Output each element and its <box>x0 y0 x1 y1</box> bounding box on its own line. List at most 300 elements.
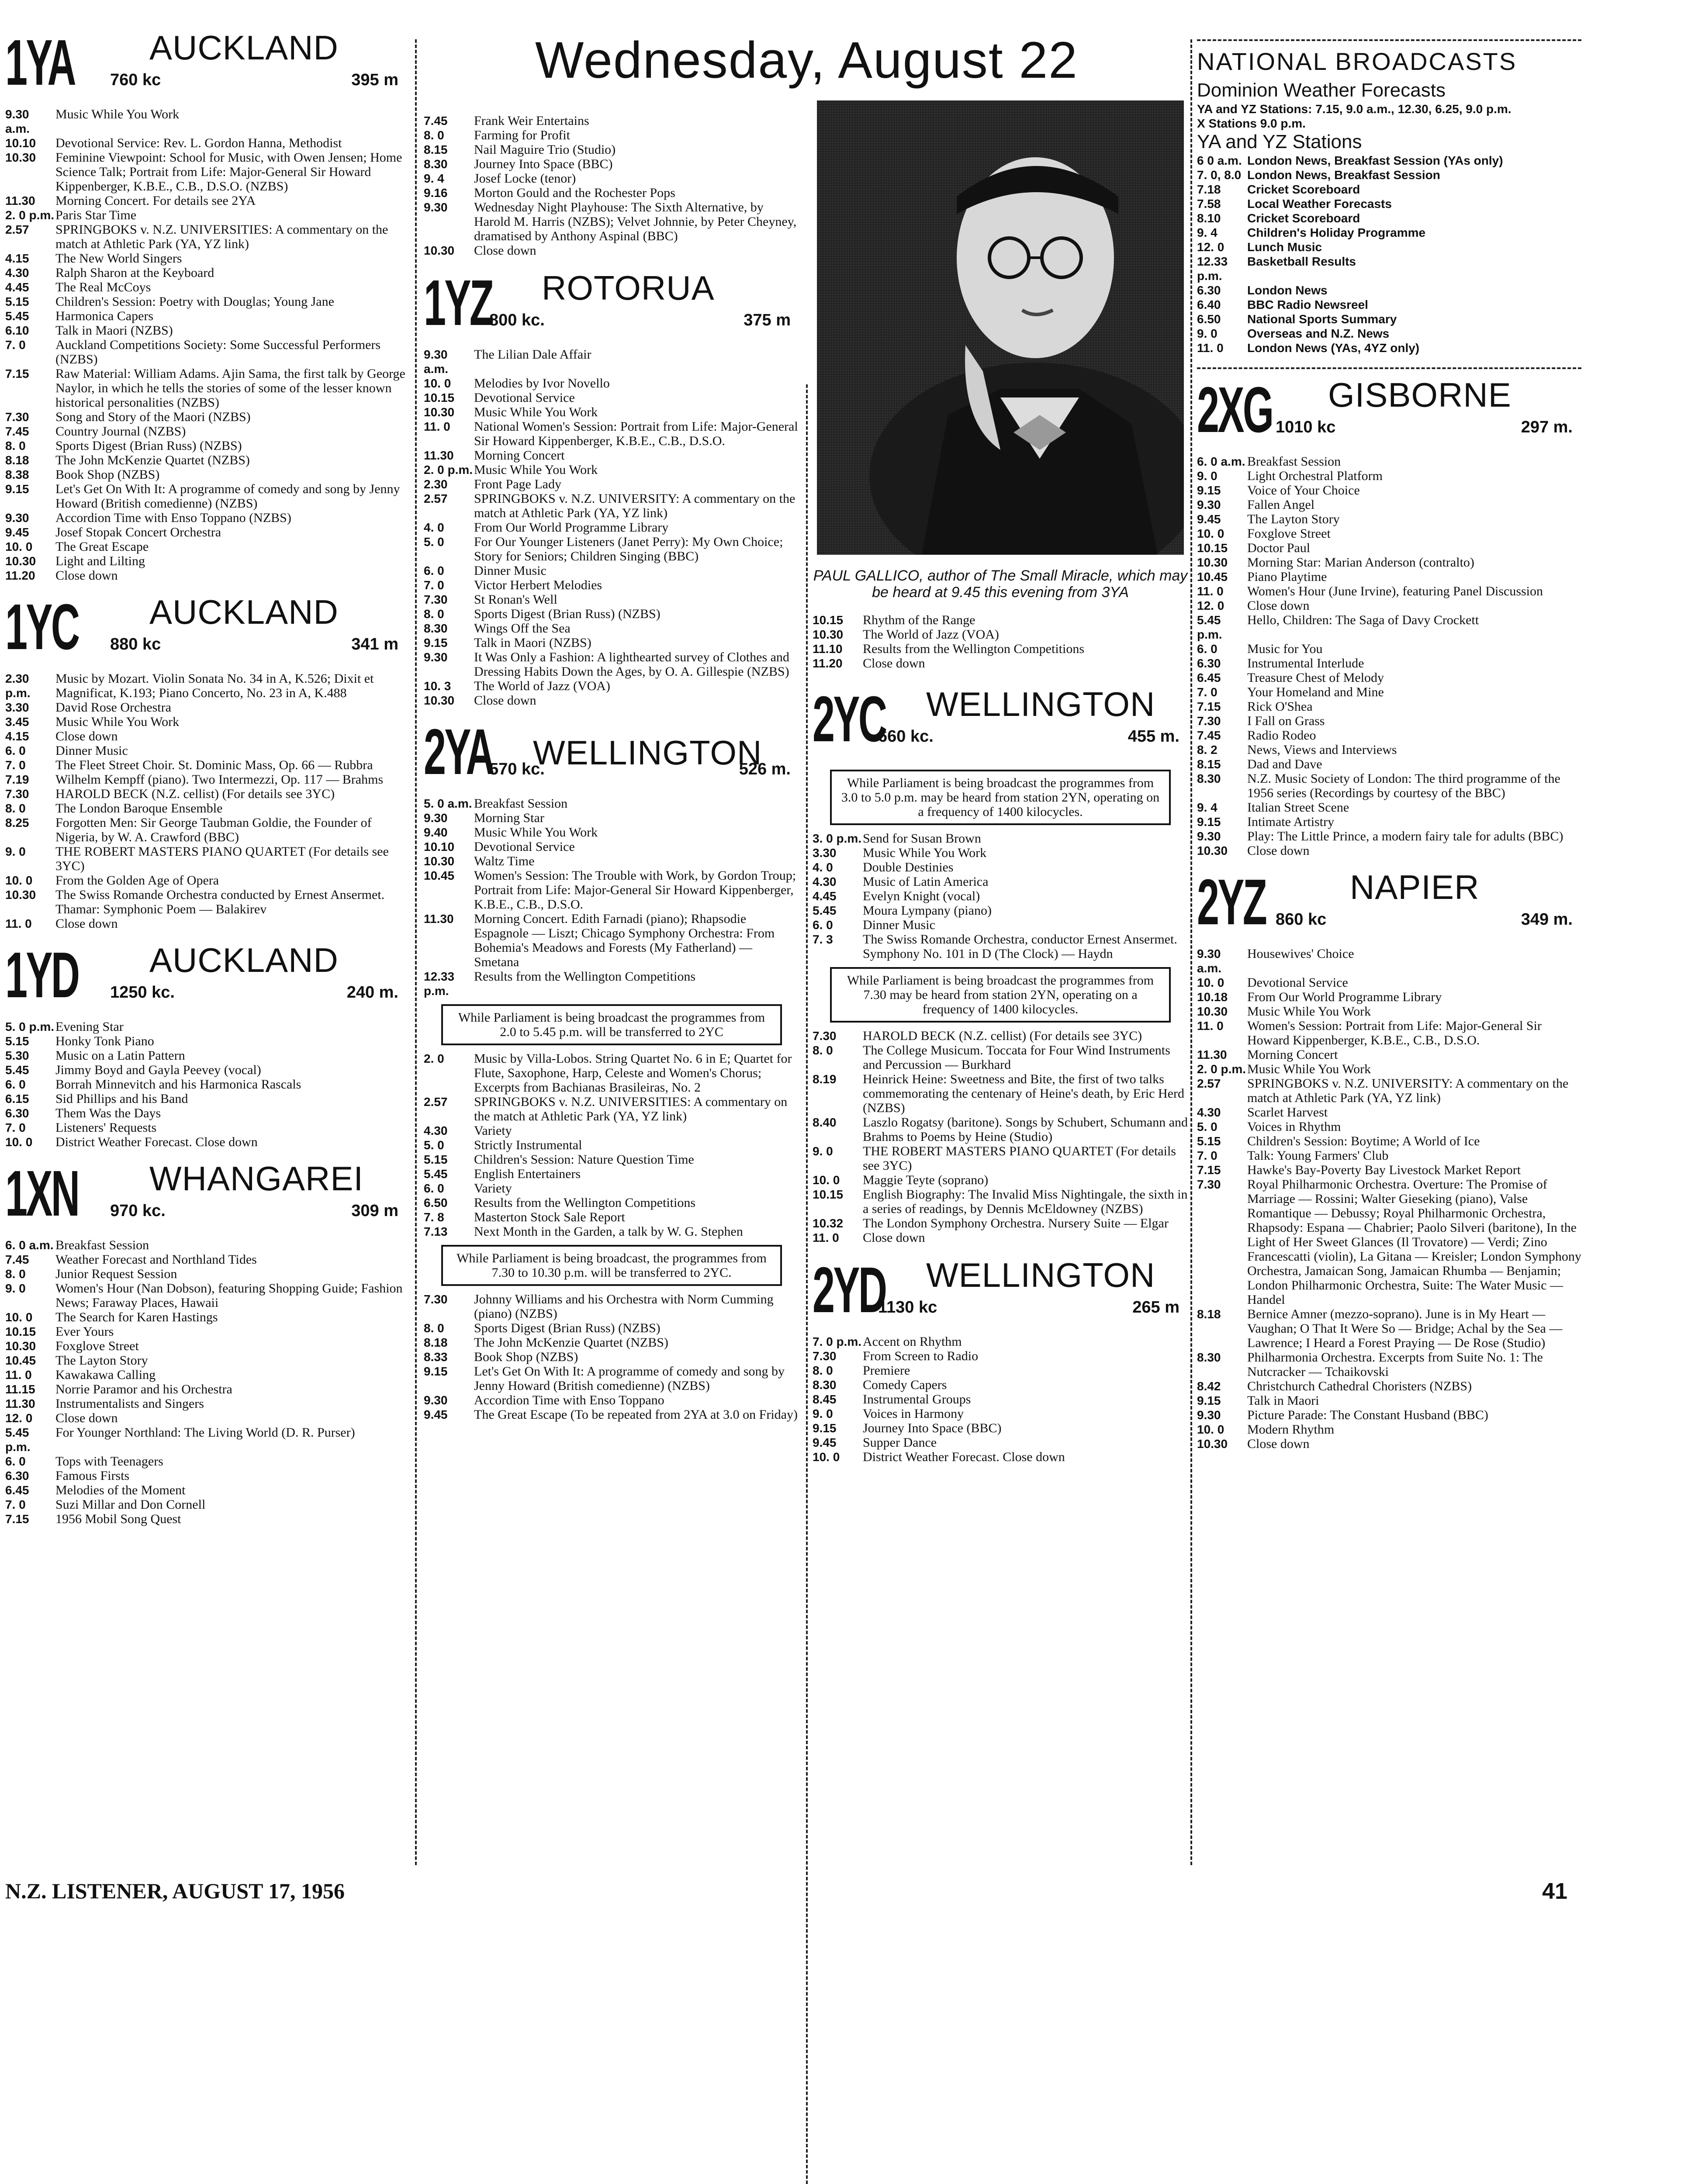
programme-time: 6. 0 <box>813 918 833 932</box>
programme-row <box>5 222 407 251</box>
programme-time: 9. 4 <box>1197 801 1218 814</box>
programme-row <box>424 114 799 128</box>
programme-row <box>5 208 407 222</box>
programme-list <box>424 796 799 998</box>
programme-time: 4.45 <box>813 889 837 903</box>
programme-title: Instrumental Groups <box>863 1392 971 1406</box>
programme-time: 7.15 <box>1197 1163 1221 1177</box>
programme-title: Josef Locke (tenor) <box>474 171 576 186</box>
programme-title: Accent on Rhythm <box>863 1334 962 1349</box>
programme-title: Modern Rhythm <box>1247 1422 1335 1437</box>
programme-row <box>813 1072 1188 1115</box>
programme-time: 9.30 <box>1197 498 1221 511</box>
programme-row <box>5 511 407 525</box>
programme-row <box>1197 541 1581 555</box>
programme-title: London News, Breakfast Session (YAs only) <box>1247 154 1503 167</box>
national-title: NATIONAL BROADCASTS <box>1197 39 1581 79</box>
programme-row <box>424 650 799 679</box>
programme-title: The Layton Story <box>55 1353 148 1368</box>
programme-row <box>5 1454 407 1469</box>
programme-title: Instrumental Interlude <box>1247 656 1364 670</box>
programme-title: The London Symphony Orchestra. Nursery Suite — Elgar <box>863 1216 1169 1230</box>
programme-time: 5.45 <box>5 1063 29 1077</box>
programme-time: 9.40 <box>424 826 448 839</box>
programme-title: Women's Hour (Nan Dobson), featuring Shopping Guide; Fashion News; Faraway Places, Hawaii <box>55 1281 403 1310</box>
station-code: 2YD <box>813 1254 886 1326</box>
programme-time: 8.30 <box>424 622 448 635</box>
programme-row <box>424 1167 799 1181</box>
programme-time: 9.15 <box>1197 484 1221 497</box>
programme-title: Comedy Capers <box>863 1378 947 1392</box>
programme-time: 2.57 <box>424 492 448 505</box>
programme-time: 5.45 <box>424 1167 448 1181</box>
station-code: 2XG <box>1197 374 1273 446</box>
programme-row <box>1197 570 1581 584</box>
programme-title: It Was Only a Fashion: A lighthearted survey of Clothes and Dressing Habits Down the Ages, by O. A. Gillespie (NZBS) <box>474 650 789 679</box>
programme-time: 10.30 <box>424 694 455 707</box>
programme-time: 5. 0 <box>424 535 444 549</box>
programme-time: 12.33 p.m. <box>424 970 455 998</box>
programme-time: 9.30 a.m. <box>424 348 449 376</box>
programme-time: 8.38 <box>5 468 29 481</box>
programme-title: Junior Request Session <box>55 1267 177 1281</box>
programme-row <box>1197 1379 1581 1393</box>
programme-time: 10.30 <box>1197 1005 1228 1018</box>
programme-row <box>1197 225 1581 240</box>
column-divider <box>415 39 417 1865</box>
programme-time: 9. 4 <box>1197 226 1218 239</box>
programme-row <box>5 1411 407 1425</box>
programme-time: 9.45 <box>424 1408 448 1421</box>
programme-time: 8. 0 <box>813 1364 833 1377</box>
programme-time: 7.30 <box>813 1349 837 1363</box>
programme-row <box>1197 153 1581 168</box>
programme-row <box>1197 1019 1581 1047</box>
programme-row <box>1197 454 1581 469</box>
programme-row <box>1197 990 1581 1004</box>
programme-row <box>813 1334 1188 1349</box>
programme-title: BBC Radio Newsreel <box>1247 298 1368 311</box>
programme-row <box>5 467 407 482</box>
programme-title: District Weather Forecast. Close down <box>55 1135 258 1149</box>
programme-time: 5.45 <box>5 309 29 323</box>
programme-title: London News <box>1247 283 1328 297</box>
programme-time: 2.57 <box>5 223 29 236</box>
programme-title: The World of Jazz (VOA) <box>474 679 610 693</box>
programme-time: 10.15 <box>1197 541 1228 555</box>
station-frequency: 660 kc. <box>878 727 934 746</box>
programme-title: Music While You Work <box>1247 1004 1371 1019</box>
programme-row <box>424 200 799 243</box>
programme-row <box>424 405 799 419</box>
programme-row <box>1197 947 1581 975</box>
programme-row <box>424 1335 799 1350</box>
station-header <box>813 683 1188 764</box>
programme-time: 7.13 <box>424 1225 448 1238</box>
programme-row <box>424 1138 799 1152</box>
programme-row <box>424 157 799 171</box>
programme-row <box>1197 1076 1581 1105</box>
programme-time: 5.15 <box>1197 1134 1221 1148</box>
programme-time: 11. 0 <box>1197 1019 1224 1033</box>
programme-title: Book Shop (NZBS) <box>55 467 160 482</box>
station-frequency: 1250 kc. <box>110 983 175 1002</box>
programme-title: Breakfast Session <box>1247 454 1341 469</box>
programme-row <box>5 1238 407 1252</box>
programme-row <box>5 729 407 743</box>
programme-row <box>5 338 407 366</box>
programme-title: N.Z. Music Society of London: The third programme of the 1956 series (Recordings by courtesy of the BBC) <box>1247 771 1560 800</box>
programme-time: 9.45 <box>813 1436 837 1449</box>
station-wavelength: 526 m. <box>739 760 791 778</box>
programme-title: Journey Into Space (BBC) <box>863 1421 1002 1435</box>
programme-row <box>1197 670 1581 685</box>
programme-title: Talk in Maori (NZBS) <box>474 636 591 650</box>
station-code: 1YD <box>5 939 79 1011</box>
programme-title: Kawakawa Calling <box>55 1368 156 1382</box>
programme-title: Sid Phillips and his Band <box>55 1092 188 1106</box>
programme-title: Tops with Teenagers <box>55 1454 163 1469</box>
station-1yc <box>5 591 407 931</box>
programme-row <box>1197 254 1581 283</box>
programme-title: Listeners' Requests <box>55 1120 157 1135</box>
programme-row <box>424 376 799 390</box>
programme-row <box>424 868 799 912</box>
station-city: ROTORUA <box>542 269 715 307</box>
programme-list <box>424 347 799 708</box>
programme-time: 11.30 <box>5 194 35 207</box>
programme-time: 5.15 <box>424 1153 448 1166</box>
programme-row <box>5 482 407 511</box>
parliament-notice: While Parliament is being broadcast the programmes from 2.0 to 5.45 p.m. will be transferred to 2YC <box>441 1004 782 1045</box>
programme-title: Dinner Music <box>55 743 128 758</box>
programme-title: Send for Susan Brown <box>863 831 981 846</box>
programme-title: The World of Jazz (VOA) <box>863 627 999 642</box>
programme-time: 4. 0 <box>813 860 833 874</box>
programme-title: Morning Star <box>474 811 544 825</box>
programme-time: 9. 0 <box>1197 469 1218 483</box>
page-title: Wednesday, August 22 <box>535 31 1078 89</box>
programme-time: 9.15 <box>5 482 29 496</box>
programme-time: 9. 0 <box>813 1144 833 1158</box>
programme-row <box>5 844 407 873</box>
programme-title: Raw Material: William Adams. Ajin Sama, the first talk by George Naylor, in which he tells the stories of some of the lesser known historical personalities (NZBS) <box>55 366 405 410</box>
programme-title: Journey Into Space (BBC) <box>474 157 613 171</box>
station-2xg <box>1197 367 1581 858</box>
station-code: 1YZ <box>424 267 493 339</box>
programme-title: Light and Lilting <box>55 554 145 568</box>
programme-time: 6. 0 <box>5 744 26 757</box>
programme-time: 2. 0 p.m. <box>424 463 473 477</box>
parliament-notice: While Parliament is being broadcast, the programmes from 7.30 to 10.30 p.m. will be transferred to 2YC. <box>441 1245 782 1286</box>
programme-row <box>5 424 407 439</box>
programme-row <box>5 1019 407 1034</box>
programme-title: The New World Singers <box>55 251 182 266</box>
station-header <box>424 715 799 796</box>
programme-row <box>424 535 799 563</box>
programme-title: Victor Herbert Melodies <box>474 578 602 592</box>
programme-time: 6.50 <box>1197 312 1221 326</box>
programme-row <box>424 825 799 840</box>
programme-time: 2.57 <box>424 1095 448 1109</box>
station-wavelength: 395 m <box>351 71 398 89</box>
programme-time: 8.30 <box>1197 1351 1221 1364</box>
programme-time: 8.10 <box>1197 211 1221 225</box>
programme-time: 8.33 <box>424 1350 448 1364</box>
programme-title: Breakfast Session <box>474 796 568 811</box>
station-code: 1YA <box>5 27 75 99</box>
station-code: 1XN <box>5 1158 79 1230</box>
programme-title: Music While You Work <box>55 715 180 729</box>
programme-row <box>1197 1307 1581 1350</box>
programme-title: Devotional Service <box>1247 975 1348 990</box>
programme-title: Wilhelm Kempff (piano). Two Intermezzi, Op. 117 — Brahms <box>55 772 384 787</box>
programme-title: Frank Weir Entertains <box>474 114 589 128</box>
programme-row <box>424 463 799 477</box>
station-city: WELLINGTON <box>926 685 1155 723</box>
programme-title: Morton Gould and the Rochester Pops <box>474 186 675 200</box>
programme-time: 9.15 <box>813 1421 837 1435</box>
programme-time: 7. 3 <box>813 933 833 946</box>
station-2yz <box>1197 866 1581 1451</box>
programme-title: Close down <box>55 916 118 931</box>
programme-time: 6. 0 a.m. <box>1197 455 1245 468</box>
programme-title: I Fall on Grass <box>1247 714 1325 728</box>
programme-title: Feminine Viewpoint: School for Music, with Owen Jensen; Home Science Talk; Portrait from Life: Major-General Sir Howard Kippenberger, K.B.E., C.B., D.S.O. (NZBS) <box>55 150 402 194</box>
programme-row <box>5 1396 407 1411</box>
programme-title: Basketball Results <box>1247 255 1356 268</box>
programme-row <box>1197 843 1581 858</box>
programme-time: 8.45 <box>813 1393 837 1406</box>
programme-time: 6.30 <box>1197 283 1221 297</box>
programme-time: 10.18 <box>1197 990 1228 1004</box>
programme-time: 2. 0 p.m. <box>5 208 55 222</box>
programme-title: Talk: Young Farmers' Club <box>1247 1148 1389 1163</box>
programme-row <box>5 1469 407 1483</box>
programme-time: 8.18 <box>1197 1307 1221 1321</box>
programme-time: 6.30 <box>5 1469 29 1482</box>
programme-title: Them Was the Days <box>55 1106 161 1120</box>
programme-row <box>424 621 799 636</box>
programme-time: 11.30 <box>1197 1048 1227 1061</box>
programme-time: 8. 0 <box>5 439 26 453</box>
programme-row <box>1197 240 1581 254</box>
programme-time: 7.30 <box>424 1292 448 1306</box>
programme-title: Music for You <box>1247 642 1323 656</box>
programme-row <box>5 715 407 729</box>
programme-row <box>424 592 799 607</box>
programme-title: National Women's Session: Portrait from Life: Major-General Sir Howard Kippenberger, K.B.E., C.B., D.S.O. <box>474 419 798 448</box>
programme-time: 5.45 <box>813 904 837 917</box>
programme-title: Children's Holiday Programme <box>1247 226 1426 239</box>
programme-title: Sports Digest (Brian Russ) (NZBS) <box>55 439 242 453</box>
programme-row <box>5 1382 407 1396</box>
programme-time: 8. 0 <box>424 1321 444 1335</box>
programme-time: 9.30 <box>424 200 448 214</box>
programme-time: 2.30 <box>424 477 448 491</box>
station-frequency: 760 kc <box>110 71 161 89</box>
programme-list <box>1197 454 1581 858</box>
programme-row <box>1197 771 1581 800</box>
programme-title: Famous Firsts <box>55 1469 130 1483</box>
weather-times-x: X Stations 9.0 p.m. <box>1197 117 1306 130</box>
station-city: WELLINGTON <box>533 733 762 772</box>
programme-row <box>5 888 407 916</box>
programme-time: 7.30 <box>1197 1178 1221 1191</box>
programme-title: Dinner Music <box>863 918 935 932</box>
programme-title: Foxglove Street <box>55 1339 139 1353</box>
programme-time: 8.18 <box>424 1336 448 1349</box>
column-3 <box>813 100 1188 1464</box>
programme-time: 7.15 <box>1197 700 1221 713</box>
programme-row <box>5 439 407 453</box>
programme-time: 10.15 <box>424 391 455 404</box>
programme-title: SPRINGBOKS v. N.Z. UNIVERSITIES: A commentary on the match at Athletic Park (YA, YZ link) <box>474 1095 788 1123</box>
programme-time: 8.18 <box>5 453 29 467</box>
programme-row <box>813 1421 1188 1435</box>
station-code: 1YC <box>5 591 79 663</box>
programme-time: 10. 0 <box>5 540 33 553</box>
programme-time: 7.30 <box>5 787 29 801</box>
programme-title: Laszlo Rogatsy (baritone). Songs by Schubert, Schumann and Brahms to Poems by Heine (Studio) <box>863 1115 1188 1144</box>
programme-time: 11.20 <box>813 657 843 670</box>
programme-row <box>1197 168 1581 182</box>
programme-title: The Swiss Romande Orchestra conducted by Ernest Ansermet. Thamar: Symphonic Poem — Balakirev <box>55 888 385 916</box>
station-header <box>1197 866 1581 947</box>
programme-row <box>424 1393 799 1407</box>
programme-title: From Our World Programme Library <box>1247 990 1442 1004</box>
programme-time: 9.30 <box>424 811 448 825</box>
programme-title: The Great Escape (To be repeated from 2YA at 3.0 on Friday) <box>474 1407 798 1422</box>
station-header <box>5 939 407 1019</box>
programme-list <box>424 1292 799 1422</box>
station-1yz <box>424 266 799 708</box>
programme-time: 7.15 <box>5 1512 29 1526</box>
programme-title: Breakfast Session <box>55 1238 149 1252</box>
programme-time: 7.30 <box>424 593 448 606</box>
programme-time: 6.45 <box>1197 671 1221 684</box>
programme-row <box>1197 1120 1581 1134</box>
programme-time: 7. 0 <box>1197 685 1218 699</box>
programme-row <box>5 1512 407 1526</box>
programme-row <box>813 1115 1188 1144</box>
programme-time: 5. 0 <box>424 1138 444 1152</box>
programme-title: Women's Session: The Trouble with Work, by Gordon Troup; Portrait from Life: Major-General Sir Howard Kippenberger, K.B.E., C.B., D.S.O. <box>474 868 796 912</box>
programme-title: The John McKenzie Quartet (NZBS) <box>474 1335 668 1350</box>
station-city: WHANGAREI <box>149 1159 364 1198</box>
programme-title: The John McKenzie Quartet (NZBS) <box>55 453 250 467</box>
programme-title: Nail Maguire Trio (Studio) <box>474 142 616 157</box>
programme-title: Borrah Minnevitch and his Harmonica Rascals <box>55 1077 301 1092</box>
programme-title: Close down <box>474 243 536 258</box>
programme-time: 4.15 <box>5 252 29 265</box>
programme-time: 7.19 <box>5 773 29 786</box>
programme-row <box>424 1210 799 1224</box>
station-city: AUCKLAND <box>149 941 339 979</box>
programme-time: 4.45 <box>5 280 29 294</box>
programme-title: Devotional Service <box>474 390 575 405</box>
programme-row <box>1197 197 1581 211</box>
programme-row <box>813 613 1188 627</box>
programme-row <box>1197 1422 1581 1437</box>
programme-row <box>424 1123 799 1138</box>
programme-title: The College Musicum. Toccata for Four Wind Instruments and Percussion — Burkhard <box>863 1043 1170 1072</box>
programme-time: 10.15 <box>813 1188 844 1201</box>
programme-row <box>424 1181 799 1196</box>
programme-title: The Lilian Dale Affair <box>474 347 591 362</box>
programme-time: 10.30 <box>5 151 36 164</box>
programme-title: David Rose Orchestra <box>55 700 171 715</box>
programme-row <box>1197 757 1581 771</box>
programme-time: 3.30 <box>5 701 29 714</box>
programme-title: Intimate Artistry <box>1247 815 1335 829</box>
programme-row <box>5 873 407 888</box>
programme-row <box>424 840 799 854</box>
programme-row <box>5 700 407 715</box>
programme-row <box>1197 815 1581 829</box>
programme-time: 7. 0 <box>5 338 26 352</box>
programme-row <box>1197 685 1581 699</box>
programme-row <box>1197 800 1581 815</box>
programme-time: 10.30 <box>424 405 455 419</box>
programme-title: Close down <box>863 1230 925 1245</box>
programme-time: 8. 2 <box>1197 743 1218 757</box>
programme-row <box>5 1048 407 1063</box>
programme-time: 6.50 <box>424 1196 448 1209</box>
programme-time: 10.30 <box>813 628 844 641</box>
programme-time: 3.30 <box>813 846 837 860</box>
programme-row <box>1197 341 1581 355</box>
column-4 <box>1197 39 1581 1451</box>
programme-time: 7.30 <box>5 410 29 424</box>
programme-time: 10.10 <box>5 136 36 150</box>
programme-title: Evelyn Knight (vocal) <box>863 889 980 903</box>
programme-title: Children's Session: Nature Question Time <box>474 1152 694 1167</box>
programme-title: Suzi Millar and Don Cornell <box>55 1497 206 1512</box>
programme-time: 8.40 <box>813 1116 837 1129</box>
programme-title: Cricket Scoreboard <box>1247 183 1360 196</box>
national-subheading: YA and YZ Stations <box>1197 131 1362 152</box>
programme-row <box>813 1406 1188 1421</box>
programme-time: 6. 0 <box>424 1182 444 1195</box>
programme-list <box>813 613 1188 670</box>
station-header <box>5 591 407 671</box>
programme-title: From Screen to Radio <box>863 1349 979 1363</box>
programme-title: Harmonica Capers <box>55 309 154 323</box>
programme-row <box>5 280 407 294</box>
programme-title: Talk in Maori (NZBS) <box>55 323 173 338</box>
programme-time: 11. 0 <box>5 1368 32 1382</box>
programme-time: 2.30 p.m. <box>5 672 31 700</box>
station-frequency: 880 kc <box>110 635 161 653</box>
programme-row <box>424 491 799 520</box>
programme-time: 9.30 <box>424 650 448 664</box>
programme-row <box>1197 297 1581 312</box>
programme-time: 11.20 <box>5 569 35 582</box>
programme-row <box>5 1077 407 1092</box>
programme-time: 3.45 <box>5 715 29 729</box>
programme-time: 11.15 <box>5 1382 35 1396</box>
programme-time: 4.30 <box>424 1124 448 1137</box>
programme-time: 7. 0 <box>5 1121 26 1134</box>
programme-title: Close down <box>55 729 118 743</box>
programme-row <box>813 918 1188 932</box>
programme-time: 5. 0 a.m. <box>424 797 472 810</box>
column-1 <box>5 26 407 1526</box>
programme-row <box>813 1144 1188 1173</box>
programme-title: The Swiss Romande Orchestra, conductor Ernest Ansermet. Symphony No. 101 in D (The Clock) — Haydn <box>863 932 1177 961</box>
programme-time: 6. 0 <box>5 1455 26 1468</box>
